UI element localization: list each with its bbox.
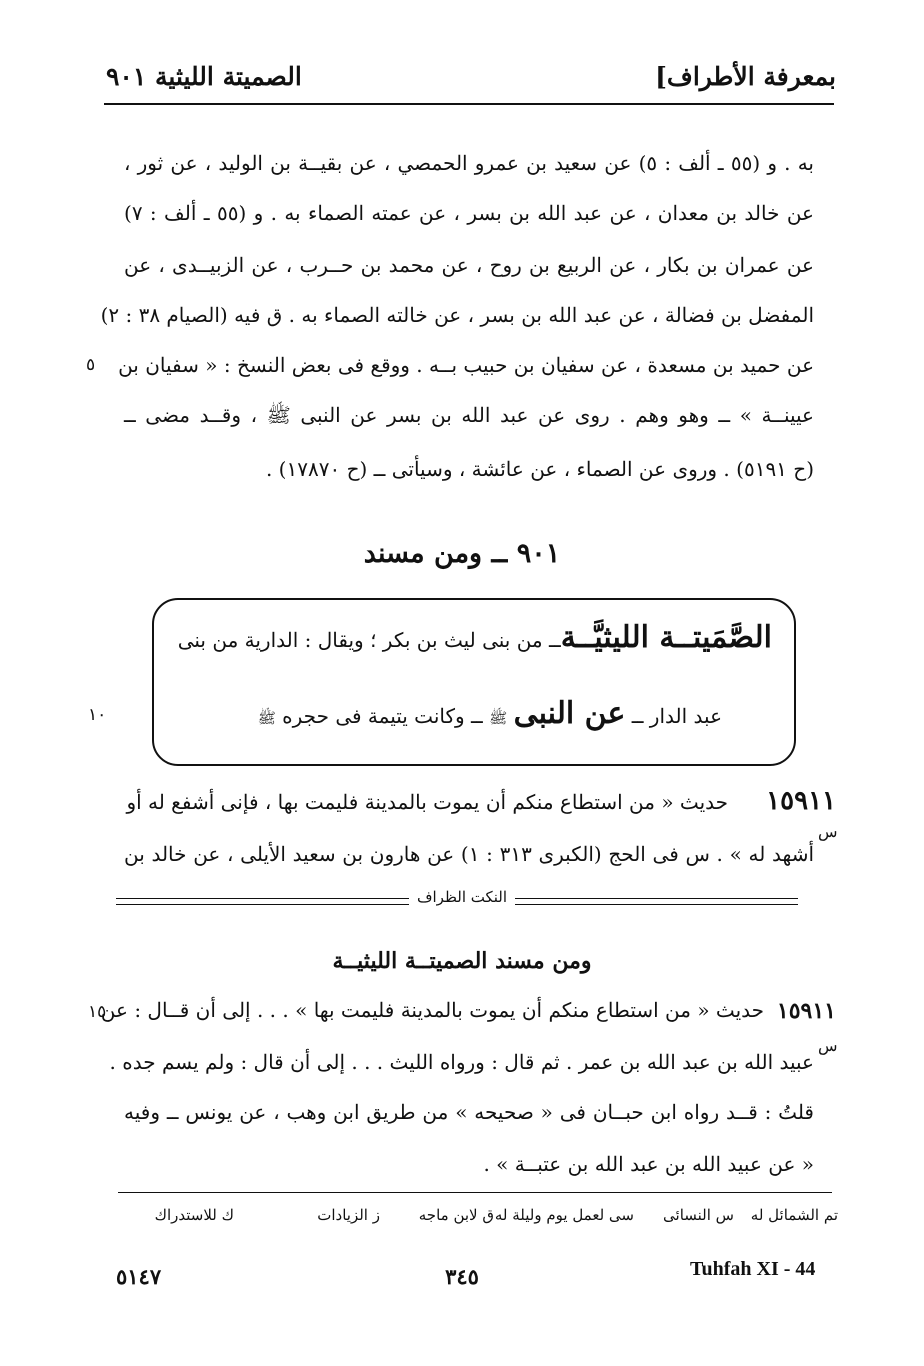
honorific-glyph: ﷺ (489, 709, 508, 727)
header-rule (104, 103, 834, 105)
box-line-1-text: ــ من بنى ليث بن بكر ؛ ويقال : الدارية من بنى (177, 628, 561, 652)
text-line: حديث « من استطاع منكم أن يموت بالمدينة فليمت بها » . . . إلى أن قــال : عن (100, 998, 764, 1022)
box-line-2 (258, 696, 722, 731)
text-line: المفضل بن فضالة ، عن عبد الله بن بسر ، عن خالته الصماء به . ق فيه (الصيام ٣٨ : ٢) (100, 303, 814, 327)
text-line: حديث « من استطاع منكم أن يموت بالمدينة فليمت بها ، فإنى أشفع له أو (126, 790, 728, 814)
hadith-number: ١٥٩١١ (766, 786, 836, 816)
hadith-number: ١٥٩١١ (776, 998, 836, 1024)
honorific-glyph: ﷺ (257, 709, 276, 727)
text-line: عن عمران بن بكار ، عن الربيع بن روح ، عن محمد بن حــرب ، عن الزبيــدى ، عن (124, 253, 814, 277)
text-line: قلتُ : قــد رواه ابن حبــان فى « صحيحه » من طريق ابن وهب ، عن يونس ــ وفيه (124, 1100, 814, 1124)
abbreviation-item: س النسائى (663, 1206, 734, 1224)
siglum: س (818, 822, 838, 841)
siglum: س (818, 1036, 838, 1055)
print-code: ٥١٤٧ (116, 1264, 162, 1289)
divider-label: النكت الظراف (0, 888, 924, 906)
running-header-left: الصميتة الليثية ٩٠١ (106, 62, 302, 91)
name-box (152, 598, 796, 766)
abbreviation-item: تم الشمائل له (750, 1206, 838, 1224)
text-line: عن حميد بن مسعدة ، عن سفيان بن حبيب بــه . ووقع فى بعض النسخ : « سفيان بن (118, 353, 814, 377)
box-line-2-text: ــ وكانت يتيمة فى حجره (282, 704, 483, 728)
text-line: أشهد له » . س فى الحج (الكبرى ٣١٣ : ١) عن هارون بن سعيد الأيلى ، عن خالد بن (124, 842, 815, 866)
companion-name: الصَّمَيتــة الليثيَّــة (560, 620, 772, 655)
box-line-1 (178, 620, 772, 655)
volume-reference: Tuhfah XI - 44 (690, 1258, 816, 1280)
abbreviation-item: ز الزيادات (317, 1206, 380, 1224)
subsection-title: ومن مسند الصميتــة الليثيــة (332, 948, 592, 974)
running-header-right: بمعرفة الأطراف] (655, 62, 836, 91)
text-line: به . و (٥٥ ـ ألف : ٥) عن سعيد بن عمرو الحمصي ، عن بقيــة بن الوليد ، عن ثور ، (124, 151, 814, 175)
abbreviation-item: ق لابن ماجه (418, 1206, 494, 1224)
text-line: عيينــة » ــ وهو وهم . روى عن عبد الله بن بسر عن النبى ﷺ ، وقــد مضى ــ (124, 403, 814, 427)
text-line: عبيد الله بن عبد الله بن عمر . ثم قال : ورواه الليث . . . إلى أن قال : ولم يسم جده . (109, 1050, 814, 1074)
line-number: ١٠ (88, 705, 107, 725)
line-number: ٥ (86, 355, 96, 375)
box-line-2-start: عبد الدار ــ (631, 704, 722, 728)
text-line: « عن عبيد الله بن عبد الله بن عتبــة » . (483, 1152, 814, 1176)
abbreviation-item: ك للاستدراك (154, 1206, 234, 1224)
abbreviation-item: سى لعمل يوم وليلة له (494, 1206, 634, 1224)
box-line-2-big: عن النبى (513, 696, 626, 731)
text-line: (ح ٥١٩١) . وروى عن الصماء ، عن عائشة ، وسيأتى ــ (ح ١٧٨٧٠) . (265, 457, 814, 481)
text-line: عن خالد بن معدان ، عن عبد الله بن بسر ، عن عمته الصماء به . و (٥٥ ـ ألف : ٧) (124, 201, 814, 225)
line-number: ١٥ (88, 1002, 107, 1022)
section-title: ٩٠١ ــ ومن مسند (363, 538, 561, 569)
footnote-rule (118, 1192, 832, 1193)
page-number: ٣٤٥ (445, 1264, 479, 1289)
